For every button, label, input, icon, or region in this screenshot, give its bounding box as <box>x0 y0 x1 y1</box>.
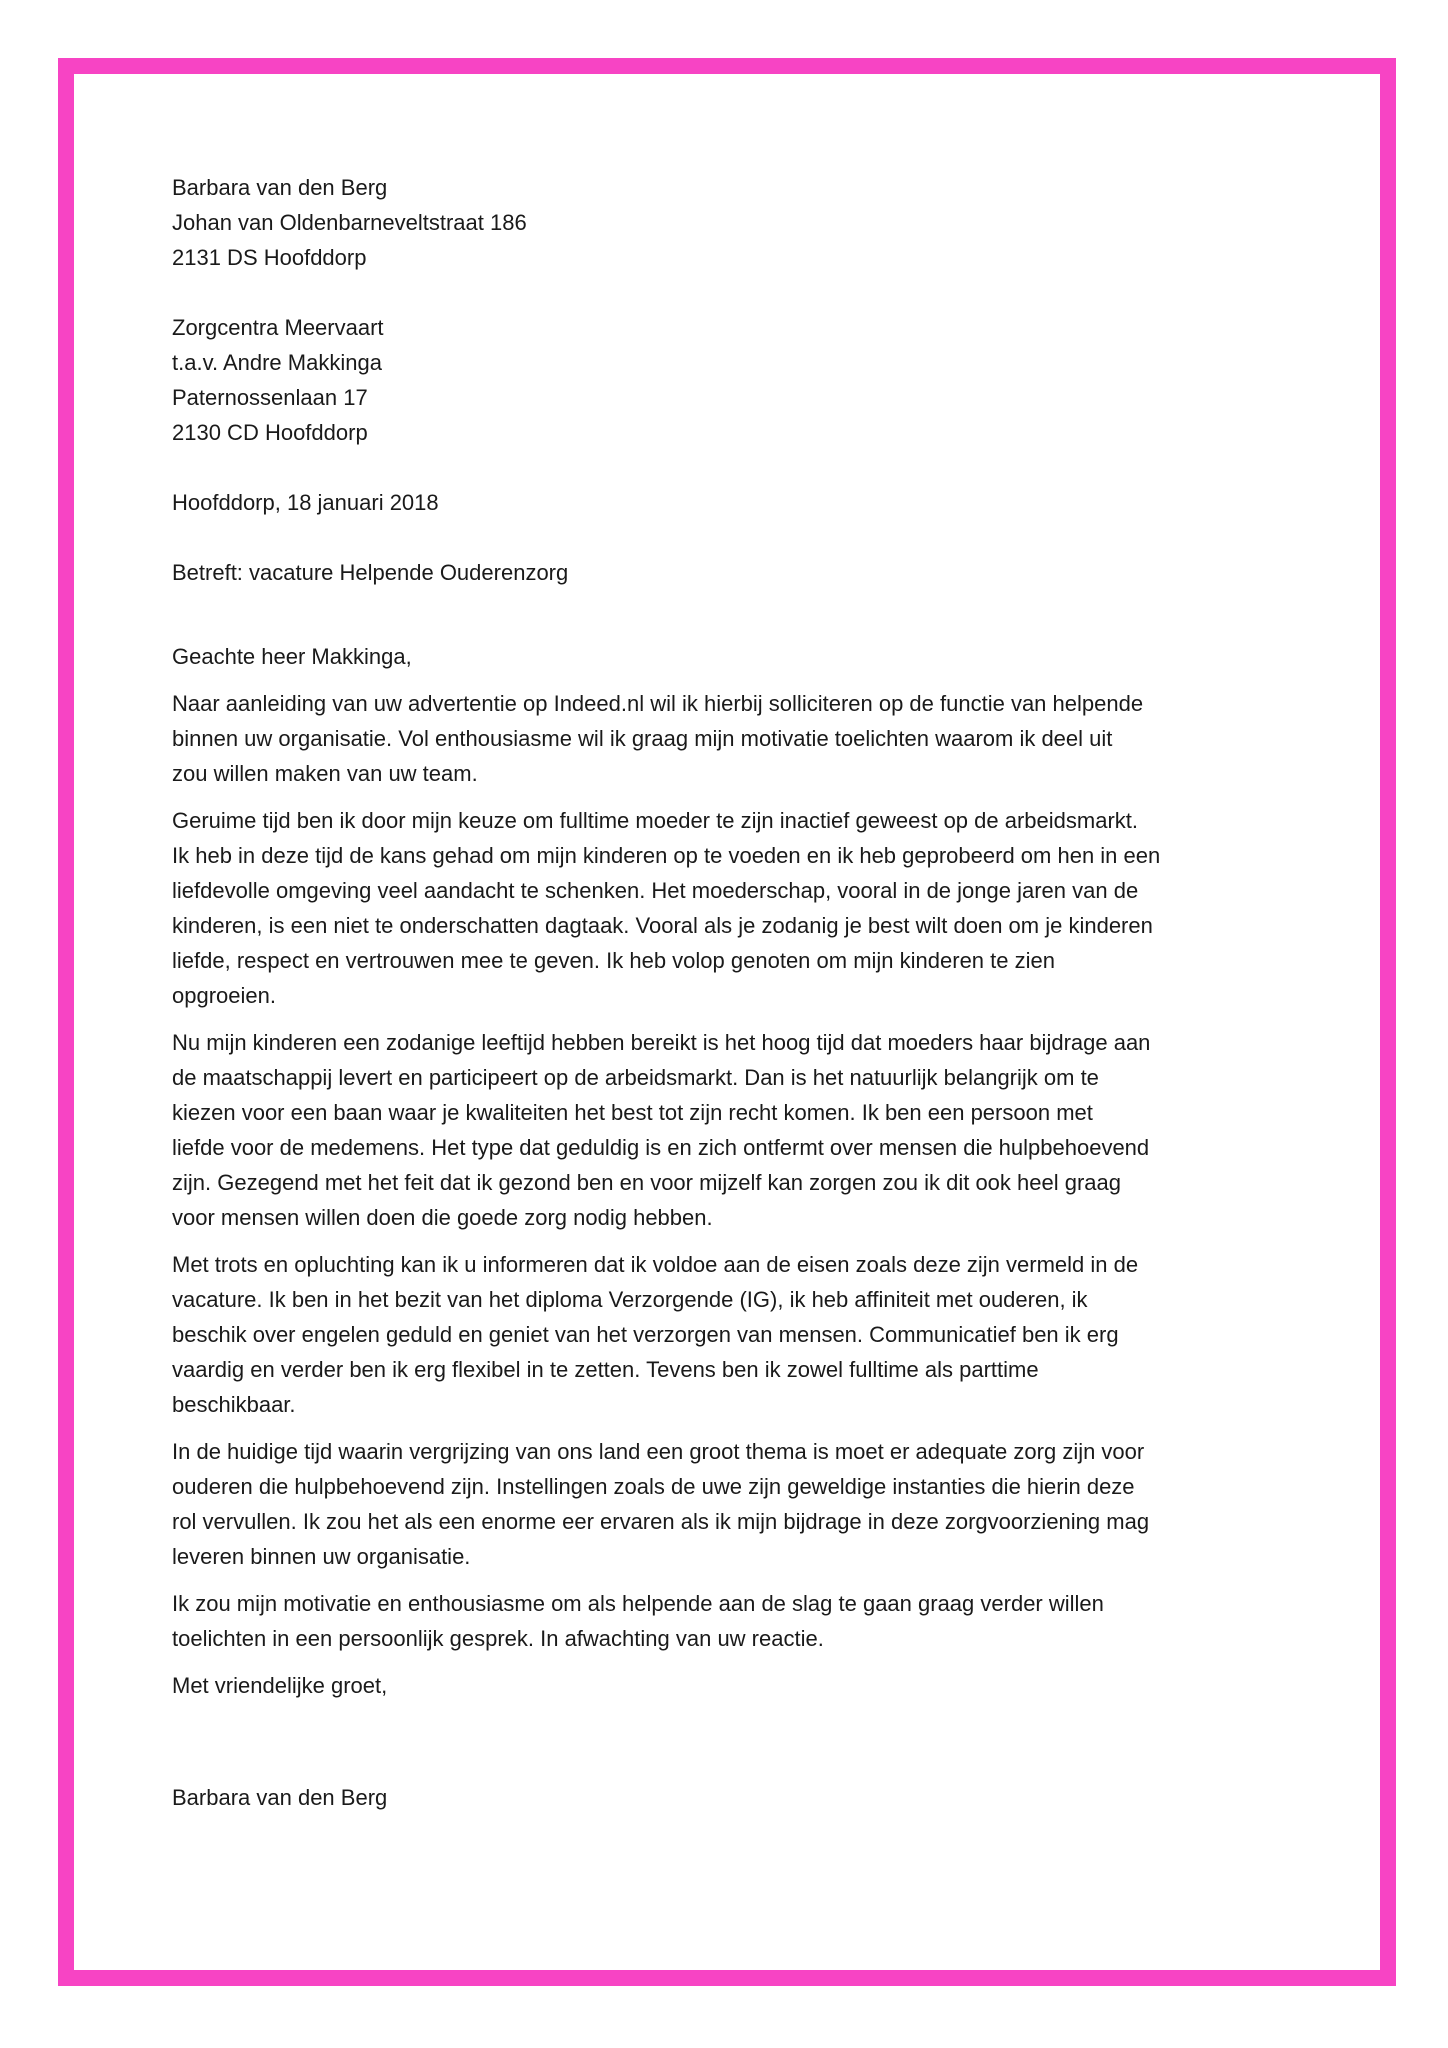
sender-address <box>172 170 1296 275</box>
paragraph-line: beschikbaar. <box>172 1392 296 1417</box>
recipient-address <box>172 310 1296 450</box>
paragraph-line: Naar aanleiding van uw advertentie op Indeed.nl wil ik hierbij solliciteren op de functie van helpende <box>172 691 1144 716</box>
paragraph-5 <box>172 1434 1296 1574</box>
letter-date: Hoofddorp, 18 januari 2018 <box>172 490 439 515</box>
recipient-city: 2130 CD Hoofddorp <box>172 420 368 445</box>
paragraph-line: vaardig en verder ben ik erg flexibel in te zetten. Tevens ben ik zowel fulltime als parttime <box>172 1357 1039 1382</box>
paragraph-line: liefde, respect en vertrouwen mee te geven. Ik heb volop genoten om mijn kinderen te zien <box>172 948 1055 973</box>
paragraph-line: opgroeien. <box>172 983 276 1008</box>
closing: Met vriendelijke groet, <box>172 1673 388 1698</box>
sender-name: Barbara van den Berg <box>172 175 388 200</box>
recipient-attn: t.a.v. Andre Makkinga <box>172 350 382 375</box>
letter-subject: Betreft: vacature Helpende Ouderenzorg <box>172 560 569 585</box>
paragraph-line: Met trots en opluchting kan ik u informeren dat ik voldoe aan de eisen zoals deze zijn vermeld in de <box>172 1252 1139 1277</box>
paragraph-line: Ik heb in deze tijd de kans gehad om mijn kinderen op te voeden en ik heb geprobeerd om hen in een <box>172 843 1161 868</box>
letter-body <box>172 170 1296 1815</box>
paragraph-line: Geruime tijd ben ik door mijn keuze om fulltime moeder te zijn inactief geweest op de arbeidsmarkt. <box>172 808 1139 833</box>
paragraph-4 <box>172 1247 1296 1422</box>
paragraph-line: In de huidige tijd waarin vergrijzing van ons land een groot thema is moet er adequate zorg zijn voor <box>172 1439 1145 1464</box>
paragraph-6 <box>172 1586 1296 1656</box>
paragraph-line: liefde voor de medemens. Het type dat geduldig is en zich ontfermt over mensen die hulpbehoevend <box>172 1135 1150 1160</box>
paragraph-2 <box>172 803 1296 1013</box>
sender-street: Johan van Oldenbarneveltstraat 186 <box>172 210 527 235</box>
paragraph-1 <box>172 686 1296 791</box>
recipient-street: Paternossenlaan 17 <box>172 385 368 410</box>
signature-name: Barbara van den Berg <box>172 1785 388 1810</box>
recipient-org: Zorgcentra Meervaart <box>172 315 384 340</box>
paragraph-line: zou willen maken van uw team. <box>172 761 478 786</box>
paragraph-line: rol vervullen. Ik zou het als een enorme eer ervaren als ik mijn bijdrage in deze zorgvoorziening mag <box>172 1509 1150 1534</box>
paragraph-line: beschik over engelen geduld en geniet van het verzorgen van mensen. Communicatief ben ik erg <box>172 1322 1119 1347</box>
paragraph-line: ouderen die hulpbehoevend zijn. Instellingen zoals de uwe zijn geweldige instanties die hierin deze <box>172 1474 1135 1499</box>
paragraph-line: Nu mijn kinderen een zodanige leeftijd hebben bereikt is het hoog tijd dat moeders haar bijdrage aan <box>172 1030 1151 1055</box>
paragraph-line: de maatschappij levert en participeert op de arbeidsmarkt. Dan is het natuurlijk belangrijk om te <box>172 1065 1099 1090</box>
paragraph-line: binnen uw organisatie. Vol enthousiasme wil ik graag mijn motivatie toelichten waarom ik deel uit <box>172 726 1113 751</box>
paragraph-line: liefdevolle omgeving veel aandacht te schenken. Het moederschap, vooral in de jonge jaren van de <box>172 878 1139 903</box>
paragraph-line: vacature. Ik ben in het bezit van het diploma Verzorgende (IG), ik heb affiniteit met ouderen, ik <box>172 1287 1088 1312</box>
salutation: Geachte heer Makkinga, <box>172 644 412 669</box>
paragraph-line: Ik zou mijn motivatie en enthousiasme om als helpende aan de slag te gaan graag verder willen <box>172 1591 1104 1616</box>
paragraph-line: toelichten in een persoonlijk gesprek. In afwachting van uw reactie. <box>172 1626 824 1651</box>
paragraph-3 <box>172 1025 1296 1235</box>
paragraph-line: zijn. Gezegend met het feit dat ik gezond ben en voor mijzelf kan zorgen zou ik dit ook heel graag <box>172 1170 1122 1195</box>
paragraph-line: leveren binnen uw organisatie. <box>172 1544 471 1569</box>
paragraph-line: kinderen, is een niet te onderschatten dagtaak. Vooral als je zodanig je best wilt doen om je kinderen <box>172 913 1153 938</box>
paragraph-line: voor mensen willen doen die goede zorg nodig hebben. <box>172 1205 713 1230</box>
sender-city: 2131 DS Hoofddorp <box>172 245 367 270</box>
paragraph-line: kiezen voor een baan waar je kwaliteiten het best tot zijn recht komen. Ik ben een persoon met <box>172 1100 1093 1125</box>
